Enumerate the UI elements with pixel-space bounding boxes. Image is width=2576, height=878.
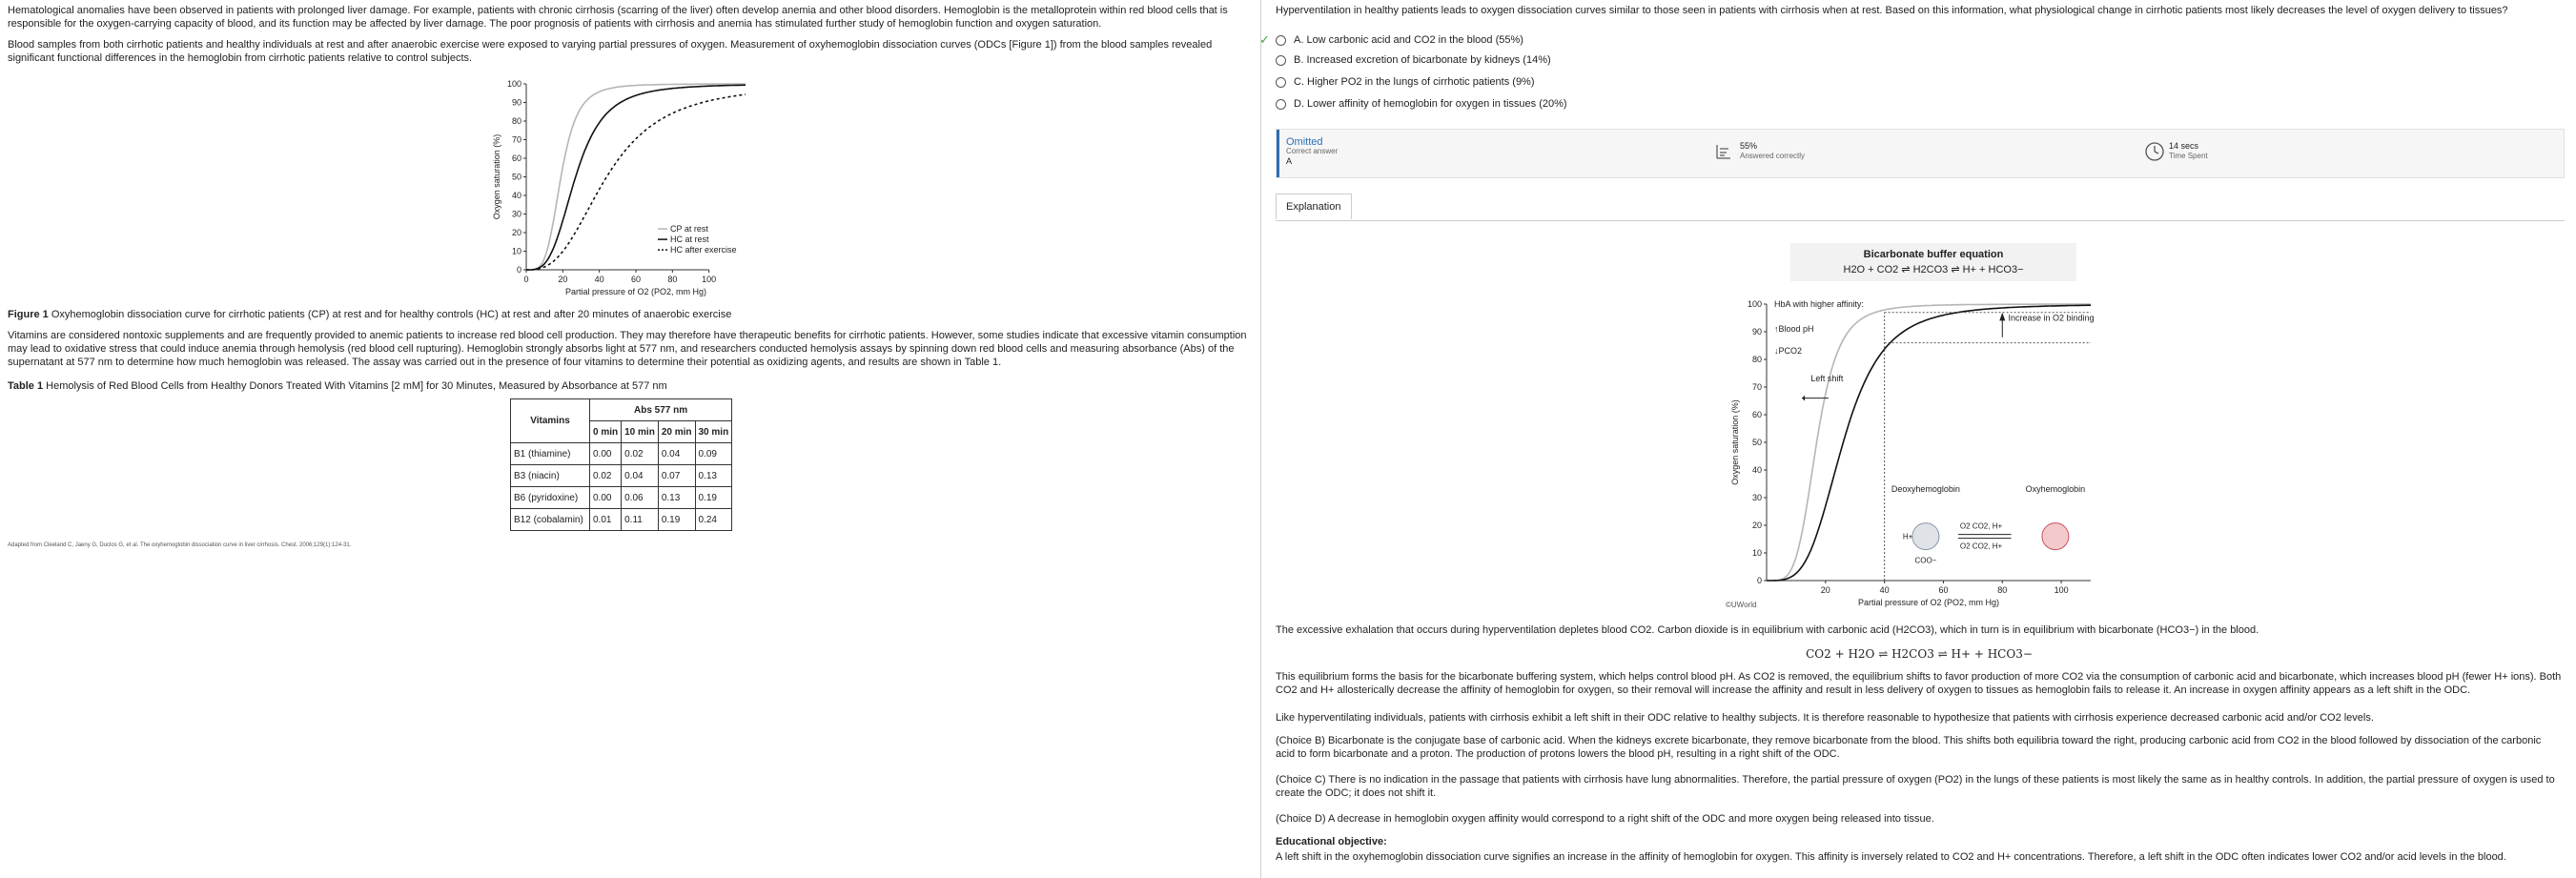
table-cell-vitamin: B6 (pyridoxine)	[511, 487, 590, 509]
table-cell: 0.19	[658, 509, 695, 531]
x-tick-label: 20	[558, 275, 568, 284]
radio-button[interactable]	[1276, 55, 1286, 66]
table-cell: 0.04	[658, 443, 695, 465]
bar-chart-icon	[1715, 143, 1732, 160]
legend-label: HC after exercise	[670, 245, 737, 255]
figure-1-chart	[477, 72, 782, 301]
oxygenation-label: O2 CO2, H+	[1959, 521, 2003, 531]
table-header-time: 30 min	[695, 421, 732, 443]
table-cell-vitamin: B1 (thiamine)	[511, 443, 590, 465]
deoxygenation-label: O2 CO2, H+	[1959, 541, 2003, 551]
radio-button[interactable]	[1276, 35, 1286, 46]
x-tick-label: 60	[1938, 585, 1949, 595]
y-tick-label: 70	[511, 134, 521, 145]
x-tick-label: 60	[630, 275, 642, 284]
y-tick-label: 80	[1751, 355, 1762, 364]
tab-underline	[1276, 220, 2565, 221]
answer-status	[1286, 137, 1338, 166]
y-tick-label: 100	[506, 79, 521, 89]
time-value: 14 secs	[2169, 141, 2199, 151]
hc-after-exercise-curve	[526, 94, 746, 270]
y-tick-label: 40	[511, 191, 521, 200]
y-axis-label: Oxygen saturation (%)	[492, 133, 501, 220]
coo-label: COO−	[1914, 556, 1937, 565]
x-axis-label: Partial pressure of O2 (PO2, mm Hg)	[564, 287, 707, 296]
time-label: Time Spent	[2169, 152, 2208, 160]
deoxyhemoglobin-molecule	[1912, 523, 1939, 550]
table-1-caption-label: Table 1	[8, 380, 44, 392]
table-cell: 0.02	[622, 443, 659, 465]
table-cell: 0.13	[658, 487, 695, 509]
y-tick-label: 60	[1751, 410, 1762, 419]
question-pane	[1259, 0, 2567, 878]
y-tick-label: 20	[1751, 521, 1762, 530]
table-cell: 0.07	[658, 465, 695, 487]
answer-stats-bar	[1276, 129, 2565, 178]
hemolysis-table	[510, 398, 732, 531]
answer-choice-label: D. Lower affinity of hemoglobin for oxygen in tissues (20%)	[1294, 98, 1567, 110]
increase-binding-label: Increase in O2 binding	[2008, 313, 2095, 323]
x-tick-label: 100	[2054, 585, 2069, 595]
copyright-label: ©UWorld	[1726, 601, 1757, 609]
table-cell: 0.24	[695, 509, 732, 531]
correct-answer-label: Correct answer	[1286, 147, 1339, 155]
hplus-label: H+	[1902, 532, 1913, 541]
oxyhemoglobin-label: Oxyhemoglobin	[2025, 484, 2086, 495]
table-cell: 0.11	[622, 509, 659, 531]
explanation-paragraph-3: Like hyperventilating individuals, patients with cirrhosis exhibit a left shift in their ODC relative to healthy subjects. It is therefore reasonable to hypothesize that patients with cirrhosis experience decreased carbonic acid and/or CO2 levels.	[1276, 712, 2374, 724]
y-tick-label: 10	[1751, 548, 1762, 558]
table-header-abs: Abs 577 nm	[590, 399, 732, 421]
x-tick-label: 40	[594, 275, 604, 284]
y-tick-label: 10	[511, 246, 521, 256]
answer-choice-d[interactable]	[1276, 98, 1567, 110]
y-tick-label: 80	[511, 116, 521, 126]
x-tick-label: 0	[523, 275, 529, 284]
y-tick-label: 70	[1751, 382, 1762, 392]
citation: Adapted from Cleeland C, Jaeny G, Duclos G, et al. The oxyhemoglobin dissociation curve in liver cirrhosis. Chest. 2006;129(1):124-31.	[8, 542, 352, 548]
answer-choice-a[interactable]	[1259, 32, 1523, 48]
check-icon: ✓	[1259, 32, 1270, 47]
table-row	[511, 443, 732, 465]
percent-label: Answered correctly	[1740, 152, 1806, 160]
figure-1-caption-text: Oxyhemoglobin dissociation curve for cirrhotic patients (CP) at rest and for healthy controls (HC) at rest and after 20 minutes of anaerobic exercise	[48, 309, 732, 320]
table-cell: 0.06	[622, 487, 659, 509]
passage-pane	[0, 0, 1258, 878]
passage-paragraph-1: Hematological anomalies have been observed in patients with prolonged liver damage. For example, patients with chronic cirrhosis (scarring of the liver) often develop anemia and other blood disorders. Hemoglobin is the metalloprotein within red blood cells that is responsible for the oxygen-carrying capacity of blood, and its function may be affected by liver damage. The poor prognosis of patients with cirrhosis and anemia has stimulated further study of hemoglobin function and oxygen saturation.	[8, 5, 1228, 30]
left-shift-arrow-head	[1802, 396, 1805, 401]
x-axis-label: Partial pressure of O2 (PO2, mm Hg)	[1857, 598, 2000, 607]
passage-paragraph-3: Vitamins are considered nontoxic supplements and are frequently provided to anemic patients to increase red blood cell production. They may therefore have therapeutic benefits for cirrhotic patients. However, some studies indicate that excessive vitamin consumption may lead to oxidative stress that could induce anemia through hemolysis (red blood cell rupturing). Hemoglobin strongly absorbs light at 577 nm, and researchers conducted hemolysis assays by spinning down red blood cells and measuring absorbance (Abs) of the supernatant at 577 nm to determine how much hemoglobin was released. The assay was carried out in the presence of four vitamins to determine their potential as oxidizing agents, and results are shown in Table 1.	[8, 330, 1247, 368]
answer-choice-c[interactable]	[1276, 76, 1535, 88]
y-tick-label: 90	[511, 97, 521, 108]
radio-button[interactable]	[1276, 99, 1286, 110]
hc-at-rest-curve	[526, 85, 746, 270]
x-tick-label: 40	[1879, 585, 1890, 595]
y-tick-label: 100	[1747, 299, 1762, 309]
cp-at-rest-curve	[526, 84, 746, 270]
answer-choice-label: C. Higher PO2 in the lungs of cirrhotic patients (9%)	[1294, 76, 1535, 88]
equation-display: CO2 + H2O ⇌ H2CO3 ⇌ H+ + HCO3−	[1806, 647, 2033, 661]
explanation-choice-d: (Choice D) A decrease in hemoglobin oxygen affinity would correspond to a right shift of the ODC and more oxygen being released into tissue.	[1276, 813, 1934, 825]
figure-1-caption	[8, 308, 1247, 321]
explanation-choice-b: (Choice B) Bicarbonate is the conjugate base of carbonic acid. When the kidneys excrete bicarbonate, they remove bicarbonate from the blood. This shifts both equilibria toward the right, producing carbonic acid from CO2 in the blood followed by dissociation of the carbonic acid to form bicarbonate and a proton. The production of protons lowers the blood pH, resulting in a right shift of the ODC.	[1276, 735, 2542, 760]
explanation-figure	[1714, 243, 2153, 620]
clock-icon	[2144, 141, 2165, 162]
status-accent-bar	[1277, 130, 1279, 177]
y-tick-label: 60	[511, 153, 521, 163]
table-header-time: 20 min	[658, 421, 695, 443]
legend-label: CP at rest	[670, 224, 708, 235]
x-tick-label: 100	[702, 275, 717, 284]
explanation-paragraph-2: This equilibrium forms the basis for the bicarbonate buffering system, which helps control blood pH. As CO2 is removed, the equilibrium shifts to favor production of more CO2 via the consumption of carbonic acid and bicarbonate, which increases blood pH (fewer H+ ions). Both CO2 and H+ allosterically decrease the affinity of hemoglobin for oxygen, so their removal will increase the affinity and result in less delivery of oxygen to tissues as hemoglobin fails to release it. An increase in oxygen affinity appears as a left shift in the ODC.	[1276, 671, 2562, 696]
left-shift-label: Left shift	[1810, 374, 1844, 384]
explanation-paragraph-1: The excessive exhalation that occurs during hyperventilation depletes blood CO2. Carbon dioxide is in equilibrium with carbonic acid (H2CO3), which in turn is in equilibrium with bicarbonate (HCO3−) in the blood.	[1276, 624, 2259, 636]
objective-text: A left shift in the oxyhemoglobin dissociation curve signifies an increase in the affinity of hemoglobin for oxygen. This affinity is inversely related to CO2 and H+ concentrations. Therefore, a left shift in the ODC often indicates lower CO2 and/or acid levels in the blood.	[1276, 851, 2506, 863]
answer-choice-label: A. Low carbonic acid and CO2 in the blood (55%)	[1294, 34, 1523, 46]
pane-divider[interactable]	[1260, 0, 1261, 878]
x-tick-label: 80	[667, 275, 678, 284]
legend-label: HC at rest	[670, 235, 709, 245]
question-stem: Hyperventilation in healthy patients leads to oxygen dissociation curves similar to those seen in patients with cirrhosis when at rest. Based on this information, what physiological change in cirrhotic patients most likely decreases the level of oxygen delivery to tissues?	[1276, 5, 2508, 16]
y-tick-label: 90	[1751, 327, 1762, 337]
table-header-time: 0 min	[590, 421, 622, 443]
table-row	[511, 509, 732, 531]
table-cell: 0.19	[695, 487, 732, 509]
tab-explanation[interactable]: Explanation	[1276, 194, 1352, 219]
pco2-label: ↓PCO2	[1774, 346, 1803, 357]
table-cell: 0.04	[622, 465, 659, 487]
x-tick-label: 20	[1820, 585, 1830, 595]
table-cell: 0.09	[695, 443, 732, 465]
y-axis-label: Oxygen saturation (%)	[1730, 399, 1740, 485]
buffer-equation: H2O + CO2 ⇌ H2CO3 ⇌ H+ + HCO3−	[1843, 264, 2024, 276]
y-tick-label: 40	[1751, 465, 1762, 475]
y-tick-label: 30	[1751, 493, 1762, 502]
y-tick-label: 30	[511, 209, 521, 219]
table-cell-vitamin: B12 (cobalamin)	[511, 509, 590, 531]
y-tick-label: 0	[1756, 576, 1762, 585]
table-row	[511, 487, 732, 509]
objective-title: Educational objective:	[1276, 836, 1387, 847]
oxyhemoglobin-molecule	[2042, 523, 2069, 550]
table-cell: 0.00	[590, 443, 622, 465]
passage-paragraph-2: Blood samples from both cirrhotic patients and healthy individuals at rest and after anaerobic exercise were exposed to varying partial pressures of oxygen. Measurement of oxyhemoglobin dissociation curves (ODCs [Figure 1]) from the blood samples revealed significant functional differences in the hemoglobin from cirrhotic patients relative to control subjects.	[8, 39, 1213, 64]
y-tick-label: 0	[516, 265, 521, 275]
blood-ph-label: ↑Blood pH	[1774, 324, 1814, 334]
answer-choice-label: B. Increased excretion of bicarbonate by kidneys (14%)	[1294, 54, 1551, 66]
figure-1-caption-label: Figure 1	[8, 309, 49, 320]
correct-answer-value: A	[1286, 156, 1293, 166]
explanation-choice-c: (Choice C) There is no indication in the passage that patients with cirrhosis have lung abnormalities. Therefore, the partial pressure of oxygen (PO2) in the lungs of these patients is most likely the same as in healthy controls. In addition, the partial pressure of oxygen is used to create the ODC; it does not shift it.	[1276, 774, 2555, 799]
increase-arrow-head	[1999, 313, 2005, 321]
equation-title: Bicarbonate buffer equation	[1863, 249, 2004, 260]
x-tick-label: 80	[1997, 585, 2008, 595]
table-header-time: 10 min	[622, 421, 659, 443]
y-tick-label: 50	[1751, 438, 1762, 447]
table-row	[511, 465, 732, 487]
deoxyhemoglobin-label: Deoxyhemoglobin	[1891, 484, 1960, 495]
table-cell-vitamin: B3 (niacin)	[511, 465, 590, 487]
y-tick-label: 50	[511, 172, 521, 182]
table-header-vitamins: Vitamins	[511, 399, 590, 443]
y-tick-label: 20	[511, 228, 521, 237]
table-cell: 0.01	[590, 509, 622, 531]
table-cell: 0.13	[695, 465, 732, 487]
table-cell: 0.02	[590, 465, 622, 487]
answer-choice-b[interactable]	[1276, 54, 1551, 66]
hba-label: HbA with higher affinity:	[1774, 298, 1864, 309]
status-label: Omitted	[1286, 136, 1323, 148]
percent-value: 55%	[1740, 141, 1758, 151]
table-1-caption-text: Hemolysis of Red Blood Cells from Healthy Donors Treated With Vitamins [2 mM] for 30 Minutes, Measured by Absorbance at 577 nm	[43, 380, 667, 392]
table-cell: 0.00	[590, 487, 622, 509]
radio-button[interactable]	[1276, 77, 1286, 88]
table-1-caption	[8, 379, 1247, 393]
